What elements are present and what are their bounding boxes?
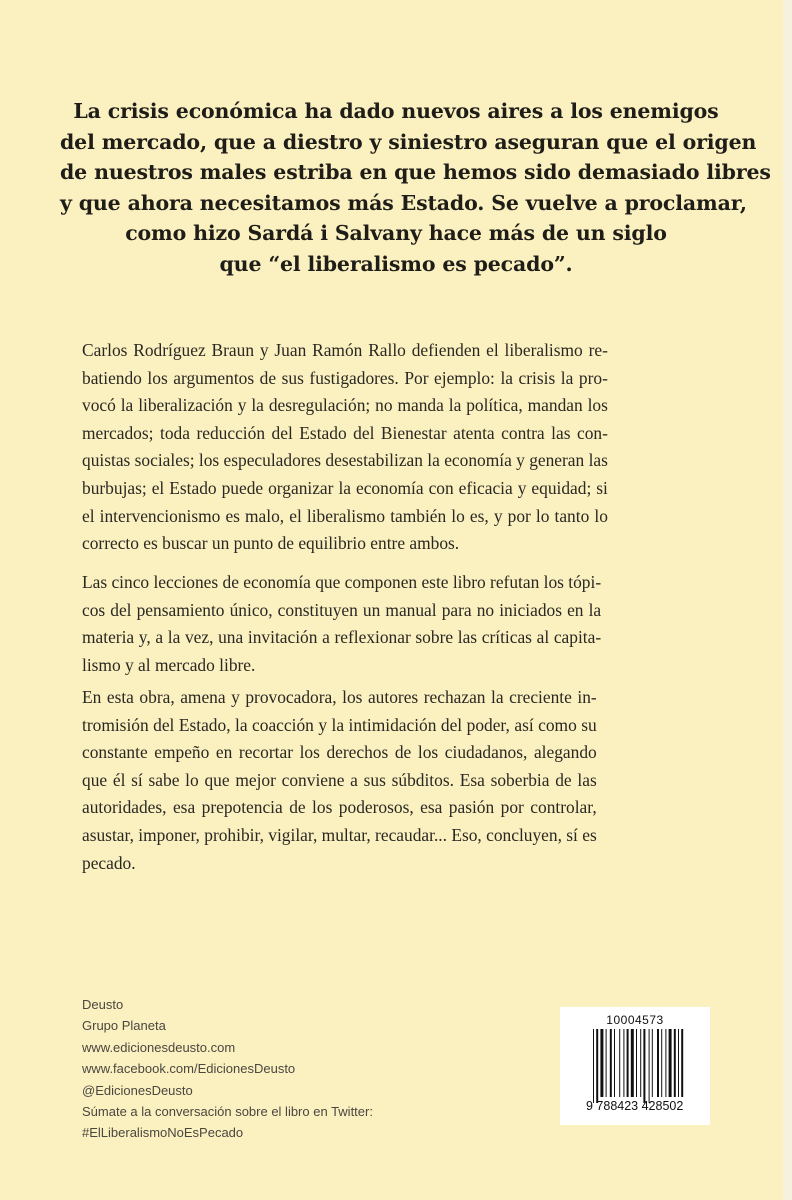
- text-line: burbujas; el Estado puede organizar la economía con eficacia y equidad; si: [82, 477, 608, 498]
- isbn-digits: 9 788423 428502: [586, 1099, 684, 1113]
- website-link[interactable]: www.edicionesdeusto.com: [82, 1039, 236, 1055]
- barcode-bar: [665, 1029, 666, 1097]
- blurb-quote: [60, 96, 771, 280]
- text-line: quistas sociales; los especuladores desestabilizan la economía y generan las: [82, 450, 608, 471]
- blurb-line: de nuestros males estriba en que hemos sido demasiado libres: [60, 160, 771, 185]
- barcode-bar: [661, 1029, 662, 1097]
- publisher-info: [82, 994, 373, 1144]
- barcode-bar: [657, 1029, 659, 1097]
- blurb-line: del mercado, que a diestro y siniestro aseguran que el origen: [60, 129, 757, 154]
- paragraph-2: [82, 569, 601, 679]
- barcode-bar: [674, 1029, 676, 1097]
- blurb-line: y que ahora necesitamos más Estado. Se vuelve a proclamar,: [60, 190, 747, 215]
- text-line: Carlos Rodríguez Braun y Juan Ramón Rallo defienden el liberalismo re-: [82, 340, 608, 360]
- twitter-handle[interactable]: @EdicionesDeusto: [82, 1082, 193, 1098]
- text-line: el intervencionismo es malo, el liberalismo también lo es, y por lo tanto lo: [82, 505, 608, 526]
- facebook-link[interactable]: www.facebook.com/EdicionesDeusto: [82, 1061, 296, 1077]
- text-line: pecado.: [82, 852, 136, 873]
- barcode: [560, 1007, 710, 1125]
- text-line: autoridades, esa prepotencia de los poderosos, esa pasión por controlar,: [82, 797, 597, 818]
- paragraph-1: [82, 337, 608, 558]
- barcode-bar: [640, 1029, 641, 1097]
- text-line: vocó la liberalización y la desregulación; no manda la política, mandan los: [82, 395, 608, 416]
- barcode-bar: [614, 1029, 615, 1097]
- barcode-bar: [681, 1029, 683, 1097]
- barcode-bar: [619, 1029, 620, 1097]
- blurb-line: como hizo Sardá i Salvany hace más de un siglo: [125, 221, 667, 246]
- barcode-bar: [627, 1029, 629, 1097]
- barcode-bar: [593, 1029, 594, 1103]
- text-line: constante empeño en recortar los derechos de los ciudadanos, alegando: [82, 742, 597, 763]
- barcode-bar: [610, 1029, 612, 1097]
- publisher-group: Grupo Planeta: [82, 1018, 166, 1034]
- publisher-name: Deusto: [82, 997, 124, 1012]
- barcode-bars: [593, 1029, 685, 1103]
- text-line: En esta obra, amena y provocadora, los autores rechazan la creciente in-: [82, 687, 597, 707]
- paragraph-3: [82, 684, 597, 877]
- blurb-line: que “el liberalismo es pecado”.: [219, 251, 573, 276]
- barcode-bar: [600, 1029, 603, 1097]
- hashtag[interactable]: #ElLiberalismoNoEsPecado: [82, 1125, 244, 1141]
- blurb-line: La crisis económica ha dado nuevos aires a los enemigos: [73, 99, 719, 123]
- barcode-bar: [669, 1029, 672, 1097]
- text-line: materia y, a la vez, una invitación a reflexionar sobre las críticas al capita-: [82, 627, 602, 648]
- barcode-code: 10004573: [606, 1013, 664, 1027]
- barcode-bar: [649, 1029, 650, 1103]
- text-line: que él sí sabe lo que mejor conviene a sus súbditos. Esa soberbia de las: [82, 769, 597, 790]
- page-edge: [783, 0, 792, 1200]
- text-line: asustar, imponer, prohibir, vigilar, multar, recaudar... Eso, concluyen, sí es: [82, 824, 597, 845]
- text-line: cos del pensamiento único, constituyen un manual para no iniciados en la: [82, 599, 602, 620]
- text-line: correcto es buscar un punto de equilibrio entre ambos.: [82, 533, 460, 554]
- text-line: batiendo los argumentos de sus fustigadores. Por ejemplo: la crisis la pro-: [82, 367, 608, 388]
- barcode-bar: [643, 1029, 645, 1103]
- barcode-bar: [636, 1029, 637, 1097]
- barcode-bar: [678, 1029, 679, 1097]
- barcode-bar: [652, 1029, 653, 1097]
- text-line: tromisión del Estado, la coacción y la intimidación del poder, así como su: [82, 714, 597, 735]
- twitter-prompt: Súmate a la conversación sobre el libro en Twitter:: [82, 1104, 373, 1120]
- barcode-bar: [606, 1029, 607, 1097]
- text-line: mercados; toda reducción del Estado del Bienestar atenta contra las con-: [82, 422, 608, 443]
- text-line: lismo y al mercado libre.: [82, 654, 256, 675]
- barcode-bar: [596, 1029, 598, 1103]
- barcode-bar: [623, 1029, 624, 1097]
- text-line: Las cinco lecciones de economía que componen este libro refutan los tópi-: [82, 572, 602, 592]
- barcode-bar: [631, 1029, 634, 1097]
